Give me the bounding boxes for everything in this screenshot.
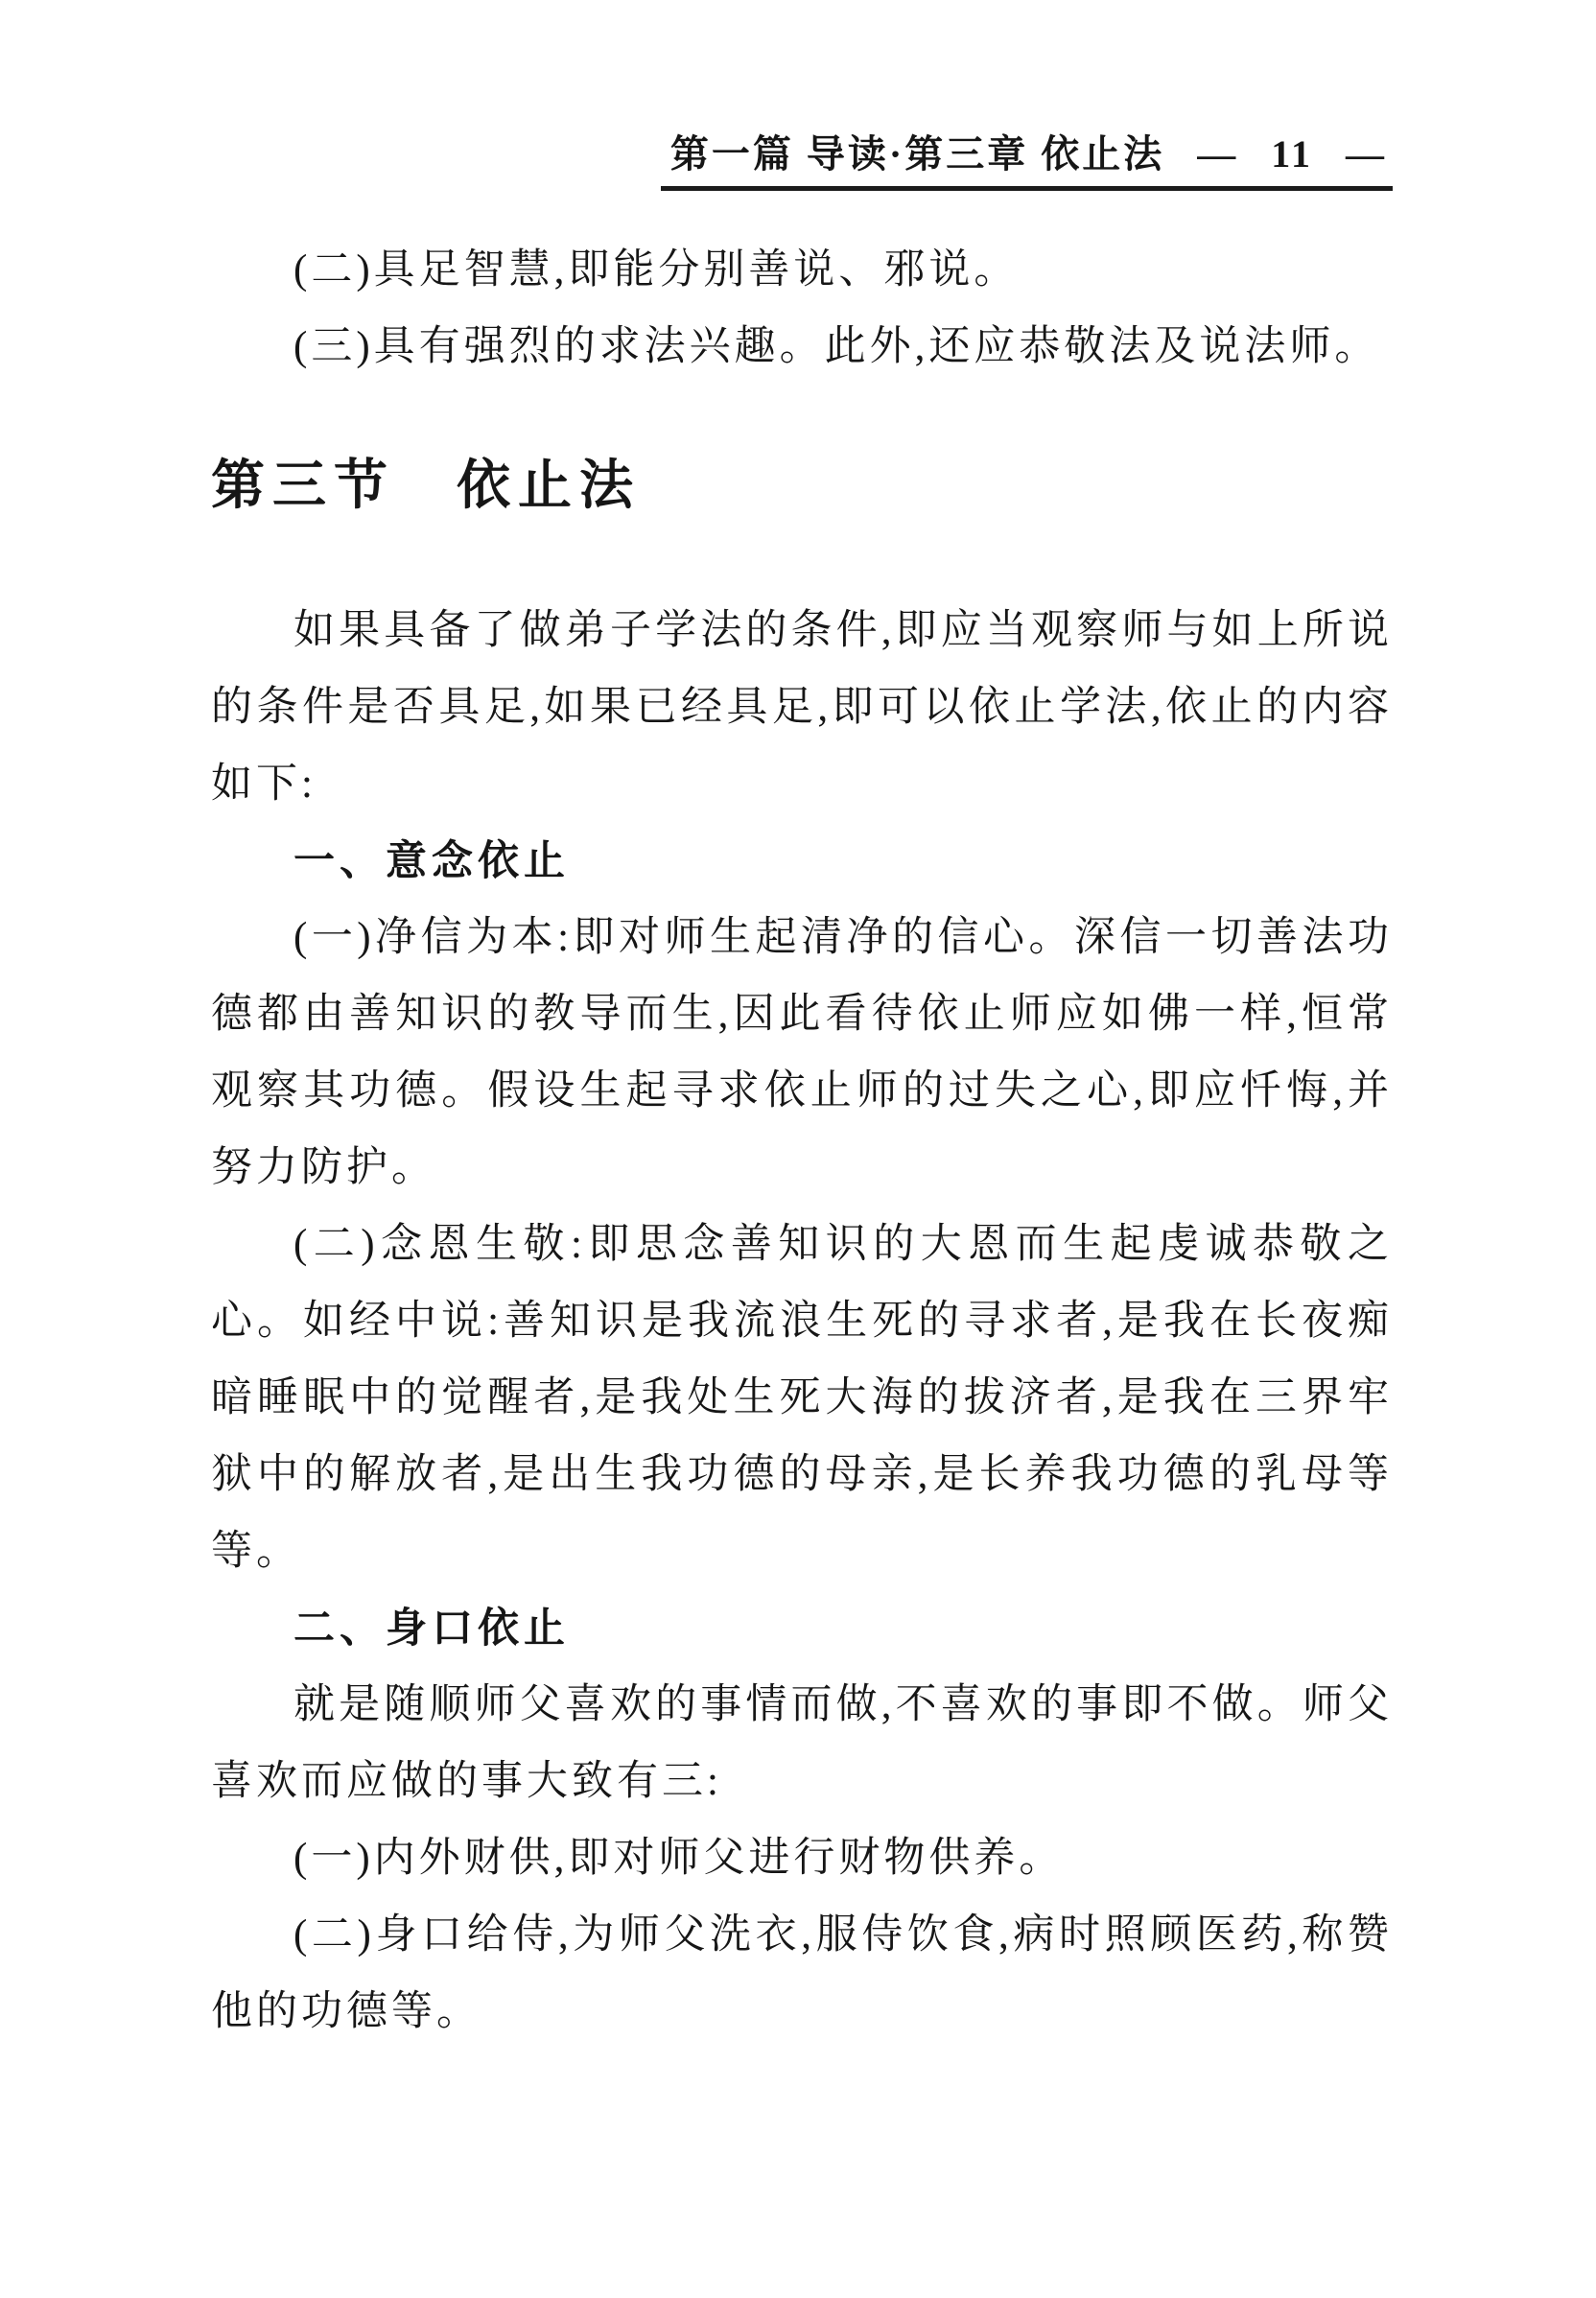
paragraph-pure-faith: (一)净信为本:即对师生起清净的信心。深信一切善法功德都由善知识的教导而生,因此看待依止师应如佛一样,恒常观察其功德。假设生起寻求依止师的过失之心,即应忏悔,并努力防护。 [211, 915, 1393, 1190]
subheading-body-speech-reliance: 二、身口依止 [293, 1606, 570, 1652]
paragraph-follow-teacher: 就是随顺师父喜欢的事情而做,不喜欢的事即不做。师父喜欢而应做的事大致有三: [211, 1682, 1393, 1804]
paragraph-item-2: (二)具足智慧,即能分别善说、邪说。 [293, 247, 1020, 293]
header-dash-right: — [1346, 132, 1387, 176]
paragraph-service: (二)身口给侍,为师父洗衣,服侍饮食,病时照顾医药,称赞他的功德等。 [211, 1912, 1393, 2034]
paragraph-intro: 如果具备了做弟子学法的条件,即应当观察师与如上所说的条件是否具足,如果已经具足,即可以依止学法,依止的内容如下: [211, 608, 1393, 807]
page-body [211, 232, 1393, 2051]
header-dash-left: — [1197, 132, 1239, 176]
paragraph-item-3: (三)具有强烈的求法兴趣。此外,还应恭敬法及说法师。 [293, 324, 1380, 369]
page-number: 11 [1271, 132, 1313, 176]
running-header-title: 第一篇 导读·第三章 依止法 [669, 132, 1165, 176]
subheading-mind-reliance: 一、意念依止 [293, 838, 570, 884]
section-heading: 第三节 依止法 [211, 455, 641, 515]
running-header [661, 132, 1393, 191]
paragraph-gratitude: (二)念恩生敬:即思念善知识的大恩而生起虔诚恭敬之心。如经中说:善知识是我流浪生死的寻求者,是我在长夜痴暗睡眠中的觉醒者,是我处生死大海的拔济者,是我在三界牢狱中的解放者,是出生我功德的母亲,是长养我功德的乳母等等。 [211, 1222, 1393, 1574]
paragraph-offerings: (一)内外财供,即对师父进行财物供养。 [293, 1836, 1065, 1881]
